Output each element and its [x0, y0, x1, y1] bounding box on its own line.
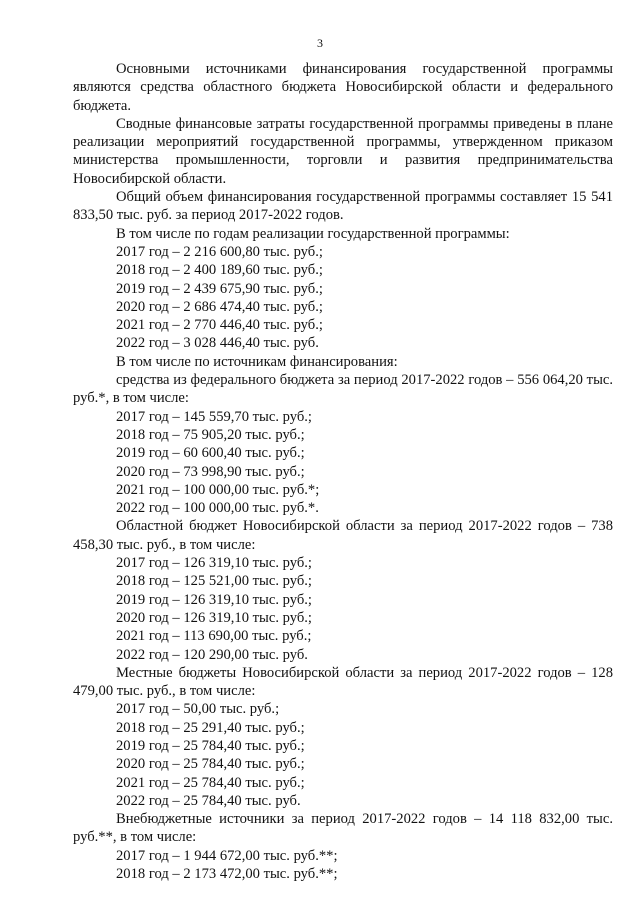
- list-item: 2017 год – 2 216 600,80 тыс. руб.;: [116, 243, 323, 260]
- list-item: 2021 год – 100 000,00 тыс. руб.*;: [116, 481, 320, 498]
- list-item: 2018 год – 125 521,00 тыс. руб.;: [116, 573, 312, 590]
- list-item: 2018 год – 25 291,40 тыс. руб.;: [116, 719, 305, 736]
- paragraph-total-volume: Общий объем финансирования государственной программы составляет 15 541 833,50 тыс. руб. за период 2017-2022 годов.: [73, 189, 613, 224]
- list-local-by-year: [73, 700, 613, 810]
- paragraph-federal-budget: средства из федерального бюджета за период 2017-2022 годов – 556 064,20 тыс. руб.*, в том числе:: [73, 372, 613, 407]
- page-number: 3: [317, 36, 323, 50]
- list-item: 2019 год – 2 439 675,90 тыс. руб.;: [116, 280, 323, 297]
- paragraph-summary-costs: Сводные финансовые затраты государственной программы приведены в плане реализации мероприятий государственной программы, утвержденном приказом министерства промышленности, торговли и развития предпринимательства Новосибирской области.: [73, 115, 613, 187]
- list-extrabudget-by-year: [73, 847, 613, 884]
- list-item: 2022 год – 100 000,00 тыс. руб.*.: [116, 500, 319, 517]
- document-body: [73, 60, 613, 883]
- list-item: 2017 год – 50,00 тыс. руб.;: [116, 701, 280, 718]
- list-item: 2022 год – 3 028 446,40 тыс. руб.: [116, 335, 319, 352]
- heading-by-years: В том числе по годам реализации государственной программы:: [116, 225, 510, 242]
- list-item: 2020 год – 126 319,10 тыс. руб.;: [116, 609, 312, 626]
- list-item: 2017 год – 1 944 672,00 тыс. руб.**;: [116, 847, 338, 864]
- list-total-by-year: [73, 243, 613, 353]
- list-item: 2022 год – 120 290,00 тыс. руб.: [116, 646, 308, 663]
- list-item: 2019 год – 60 600,40 тыс. руб.;: [116, 445, 305, 462]
- list-item: 2019 год – 25 784,40 тыс. руб.;: [116, 737, 305, 754]
- list-item: 2020 год – 25 784,40 тыс. руб.;: [116, 756, 305, 773]
- list-item: 2021 год – 2 770 446,40 тыс. руб.;: [116, 317, 323, 334]
- heading-by-sources: В том числе по источникам финансирования:: [116, 353, 398, 370]
- paragraph-local-budgets: Местные бюджеты Новосибирской области за период 2017-2022 годов – 128 479,00 тыс. руб., в том числе:: [73, 664, 613, 700]
- list-item: 2020 год – 73 998,90 тыс. руб.;: [116, 463, 305, 480]
- list-regional-by-year: [73, 554, 613, 664]
- paragraph-extrabudget-sources: Внебюджетные источники за период 2017-2022 годов – 14 118 832,00 тыс. руб.**, в том числе:: [73, 811, 613, 846]
- list-item: 2019 год – 126 319,10 тыс. руб.;: [116, 591, 312, 608]
- list-item: 2020 год – 2 686 474,40 тыс. руб.;: [116, 298, 323, 315]
- list-item: 2017 год – 145 559,70 тыс. руб.;: [116, 408, 312, 425]
- list-item: 2018 год – 2 173 472,00 тыс. руб.**;: [116, 866, 338, 883]
- paragraph-regional-budget: Областной бюджет Новосибирской области за период 2017-2022 годов – 738 458,30 тыс. руб., в том числе:: [73, 518, 613, 553]
- list-item: 2018 год – 75 905,20 тыс. руб.;: [116, 426, 305, 443]
- list-item: 2017 год – 126 319,10 тыс. руб.;: [116, 555, 312, 572]
- list-item: 2021 год – 113 690,00 тыс. руб.;: [116, 628, 312, 645]
- list-item: 2022 год – 25 784,40 тыс. руб.: [116, 792, 301, 809]
- paragraph-funding-sources: Основными источниками финансирования государственной программы являются средства областного бюджета Новосибирской области и федерального бюджета.: [73, 61, 613, 114]
- list-federal-by-year: [73, 408, 613, 518]
- list-item: 2018 год – 2 400 189,60 тыс. руб.;: [116, 262, 323, 279]
- list-item: 2021 год – 25 784,40 тыс. руб.;: [116, 774, 305, 791]
